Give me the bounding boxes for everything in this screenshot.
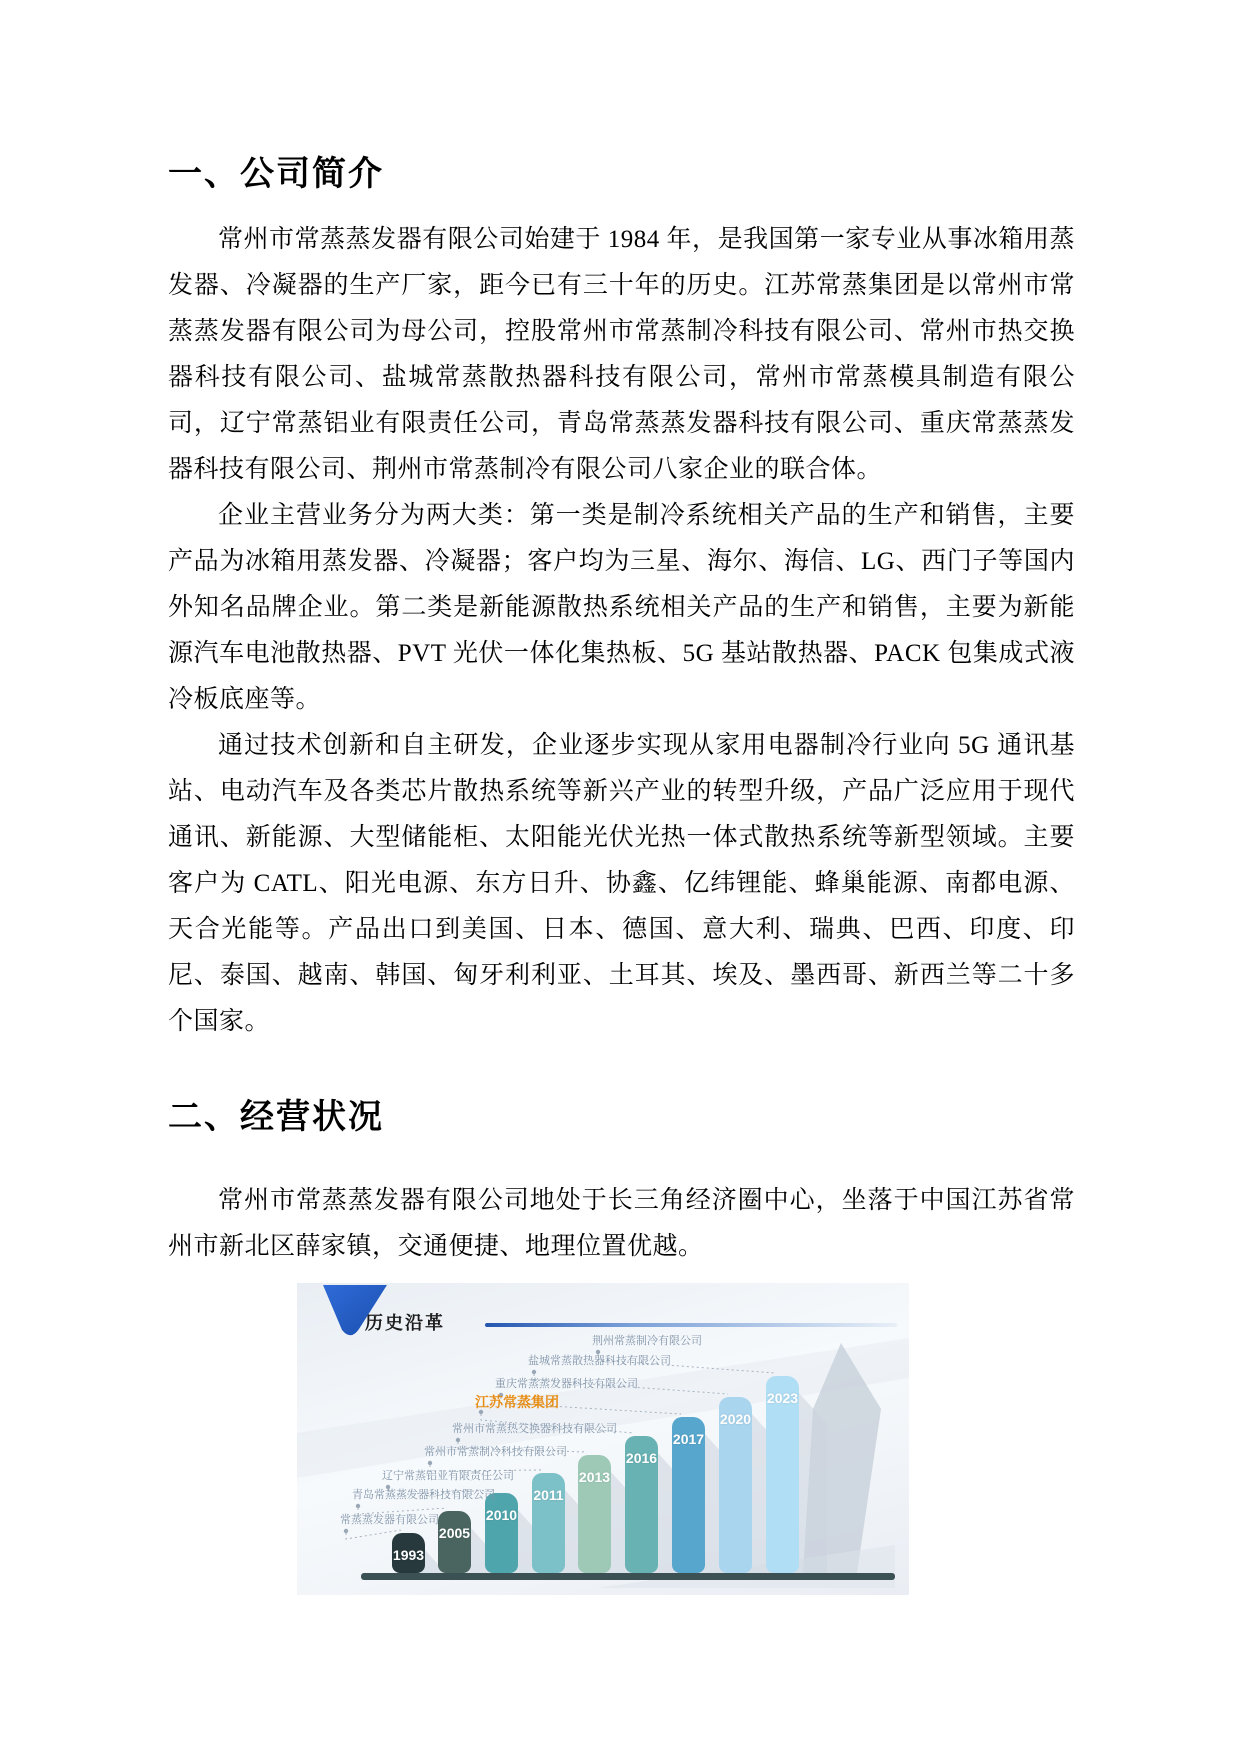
- bar-year-label: 1993: [392, 1547, 425, 1563]
- company-label: 重庆常蒸蒸发器科技有限公司: [495, 1378, 638, 1390]
- bar-year-label: 2017: [672, 1431, 705, 1447]
- history-timeline-chart: [297, 1283, 909, 1595]
- bar-year-label: 2013: [578, 1469, 611, 1485]
- section-1-heading: 一、公司简介: [168, 155, 384, 193]
- bar-year-label: 2005: [438, 1525, 471, 1541]
- corner-triangle-icon: [323, 1285, 387, 1335]
- company-label: 常州市常蒸热交换器科技有限公司: [452, 1423, 617, 1435]
- company-label: 辽宁常蒸铝业有限责任公司: [382, 1470, 514, 1482]
- company-label: 盐城常蒸散热器科技有限公司: [528, 1355, 671, 1367]
- bar-year-label: 2011: [533, 1487, 564, 1503]
- company-label: 青岛常蒸蒸发器科技有限公司: [352, 1489, 495, 1501]
- chart-baseline: [361, 1573, 895, 1580]
- bar-year-label: 2023: [766, 1390, 799, 1406]
- bar-year-label: 2016: [625, 1450, 658, 1466]
- label-dot: [532, 1370, 536, 1374]
- bar-year-label: 2010: [485, 1507, 518, 1523]
- bar-year-label: 2020: [719, 1411, 752, 1427]
- document-content: [168, 0, 1075, 1270]
- paragraph-transformation: 通过技术创新和自主研发，企业逐步实现从家用电器制冷行业向 5G 通讯基站、电动汽车及各类芯片散热系统等新兴产业的转型升级，产品广泛应用于现代通讯、新能源、大型储能柜、太阳能光伏光热一体式散热系统等新型领域。主要客户为 CATL、阳光电源、东方日升、协鑫、亿纬锂能、蜂巢能源、南都电源、天合光能等。产品出口到美国、日本、德国、意大利、瑞典、巴西、印度、印尼、泰国、越南、韩国、匈牙利利亚、土耳其、埃及、墨西哥、新西兰等二十多个国家。: [168, 732, 1075, 1035]
- label-dot: [428, 1461, 432, 1465]
- chart-title: 历史沿革: [365, 1313, 445, 1333]
- paragraph-location: 常州市常蒸蒸发器有限公司地处于长三角经济圈中心，坐落于中国江苏省常州市新北区薛家镇，交通便捷、地理位置优越。: [168, 1187, 1075, 1260]
- paragraph-main-business: 企业主营业务分为两大类：第一类是制冷系统相关产品的生产和销售，主要产品为冰箱用蒸发器、冷凝器；客户均为三星、海尔、海信、LG、西门子等国内外知名品牌企业。第二类是新能源散热系统相关产品的生产和销售，主要为新能源汽车电池散热器、PVT 光伏一体化集热板、5G 基站散热器、PACK 包集成式液冷板底座等。: [168, 502, 1075, 713]
- timeline-bar-2010: [485, 1493, 518, 1573]
- paragraph-company-intro: 常州市常蒸蒸发器有限公司始建于 1984 年，是我国第一家专业从事冰箱用蒸发器、冷凝器的生产厂家，距今已有三十年的历史。江苏常蒸集团是以常州市常蒸蒸发器有限公司为母公司，控股常州市常蒸制冷科技有限公司、常州市热交换器科技有限公司、盐城常蒸散热器科技有限公司，常州市常蒸模具制造有限公司，辽宁常蒸铝业有限责任公司，青岛常蒸蒸发器科技有限公司、重庆常蒸蒸发器科技有限公司、荆州市常蒸制冷有限公司八家企业的联合体。: [168, 226, 1075, 483]
- company-label: 常蒸蒸发器有限公司: [340, 1514, 439, 1526]
- timeline-bar-2005: [438, 1511, 471, 1573]
- company-label: 荆州常蒸制冷有限公司: [592, 1335, 702, 1347]
- label-dot: [344, 1529, 348, 1533]
- company-label: 江苏常蒸集团: [475, 1394, 559, 1410]
- company-label: 常州市常蒸制冷科技有限公司: [424, 1446, 567, 1458]
- label-dot: [356, 1504, 360, 1508]
- section-2-heading: 二、经营状况: [168, 1098, 384, 1136]
- label-dot: [456, 1438, 460, 1442]
